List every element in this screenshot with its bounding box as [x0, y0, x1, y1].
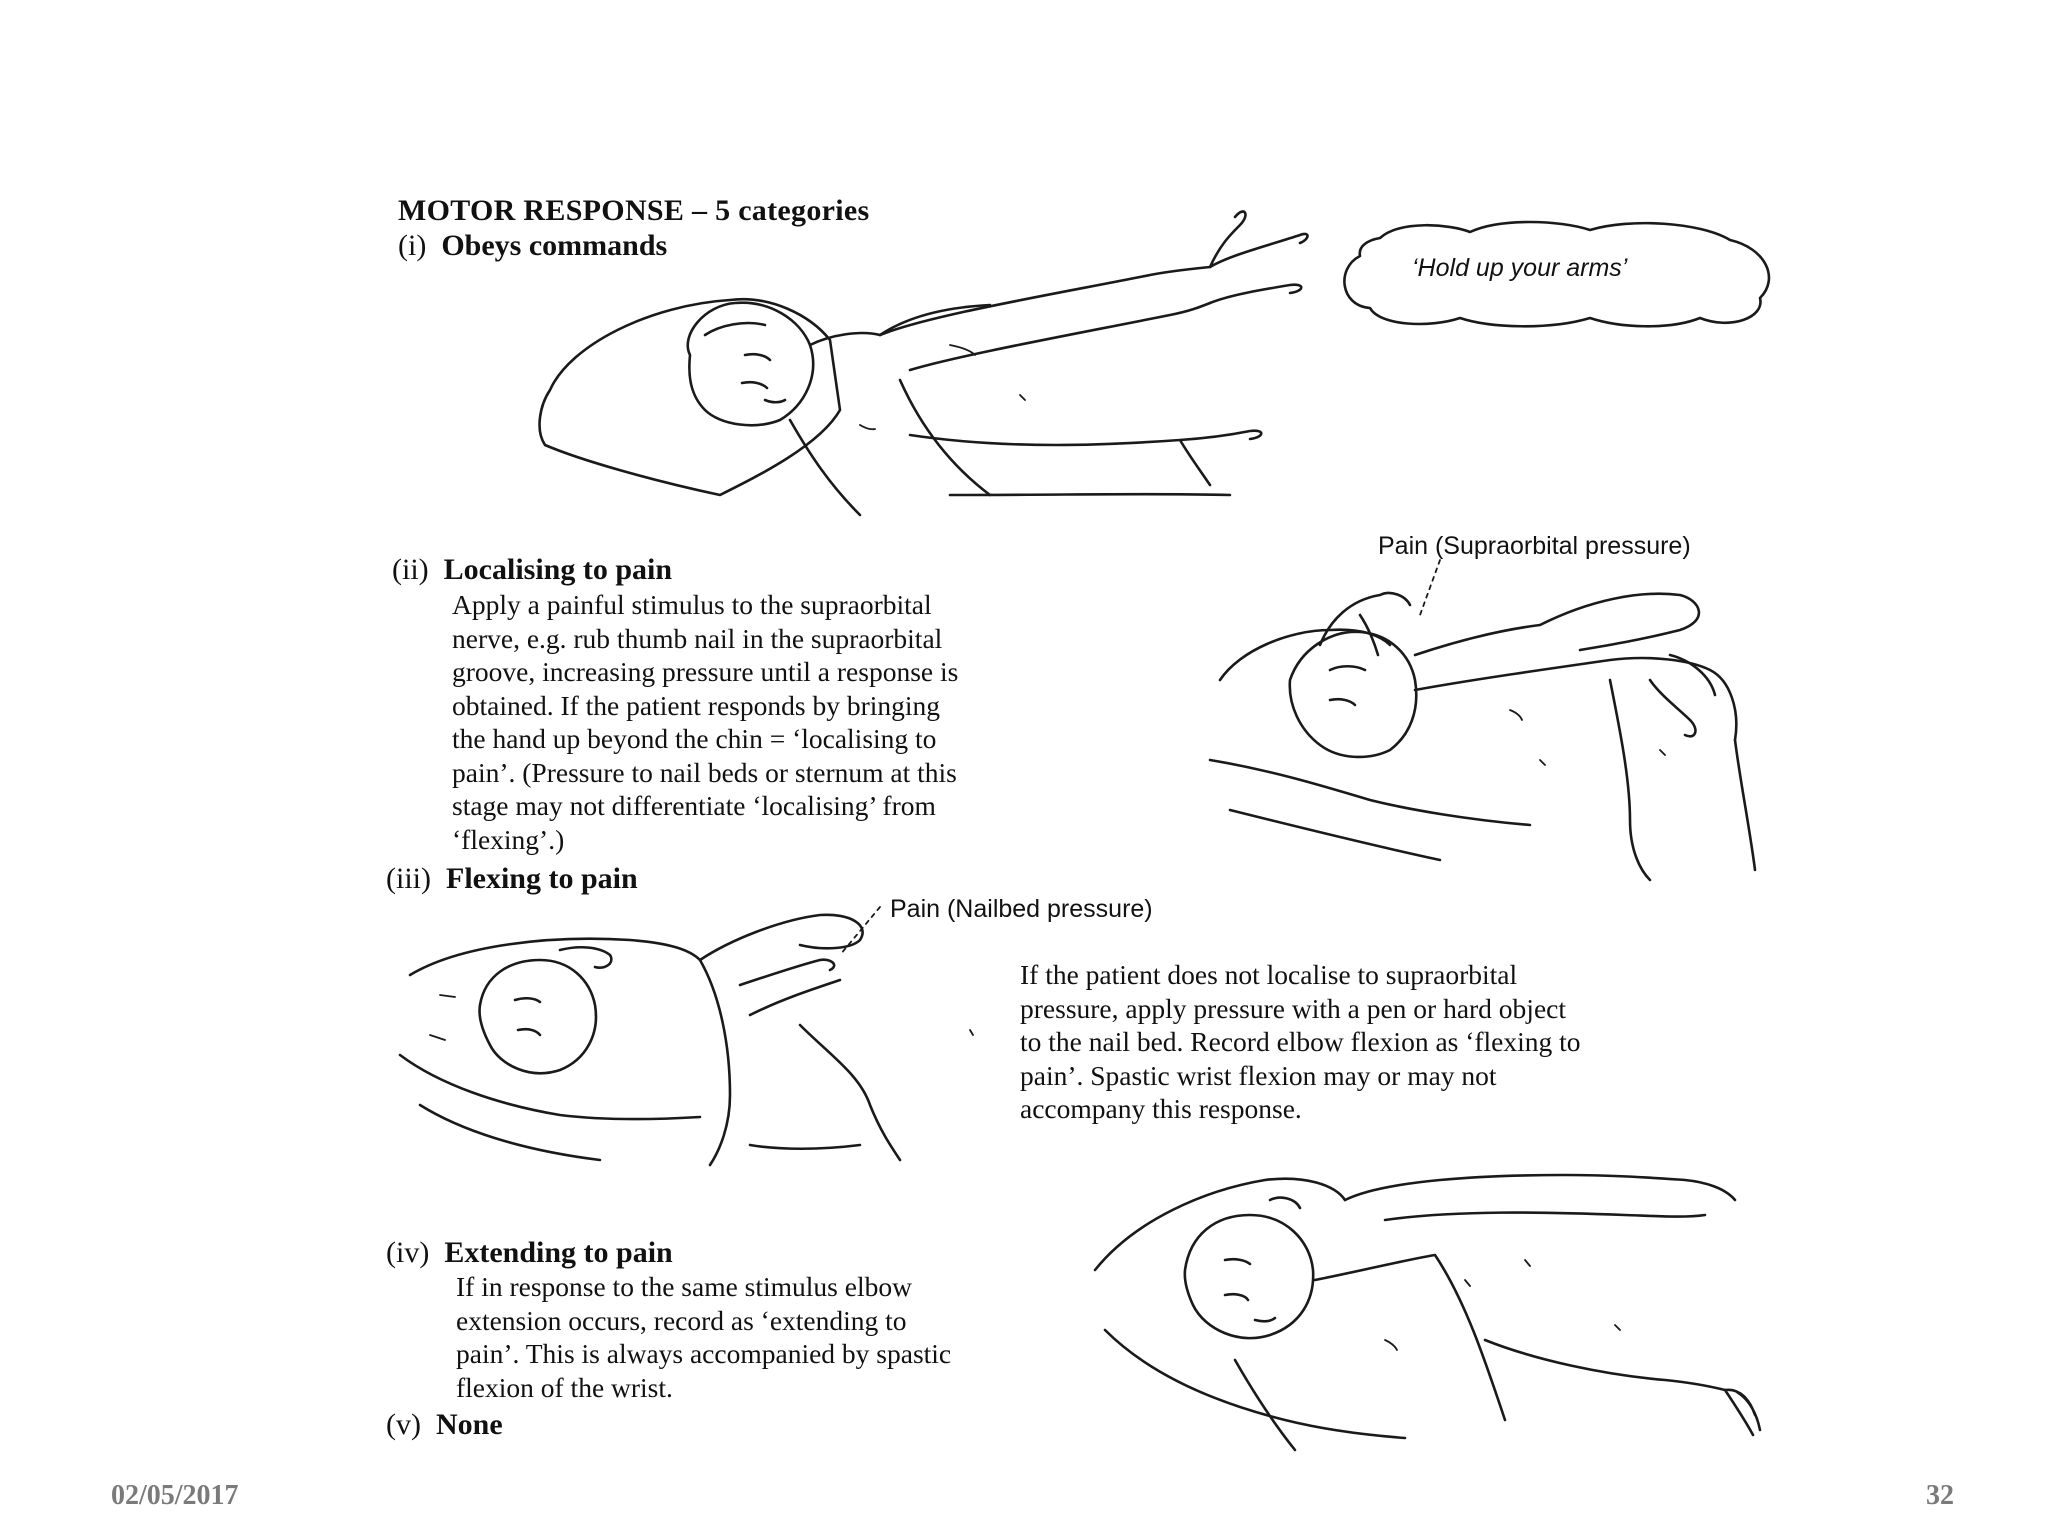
text-line: nerve, e.g. rub thumb nail in the supraorbital	[452, 622, 943, 654]
supraorbital-callout: Pain (Supraorbital pressure)	[1378, 532, 1691, 560]
localising-description	[452, 588, 1172, 856]
text-line: pain’. (Pressure to nail beds or sternum at this	[452, 756, 957, 788]
text-line: flexion of the wrist.	[456, 1371, 673, 1403]
text-line: obtained. If the patient responds by bringing	[452, 689, 941, 721]
text-line: extension occurs, record as ‘extending to	[456, 1304, 907, 1336]
text-line: to the nail bed. Record elbow flexion as ‘flexing to	[1020, 1026, 1581, 1057]
item-label: Extending to pain	[444, 1236, 673, 1269]
slide-heading: MOTOR RESPONSE – 5 categories	[398, 194, 870, 227]
flexing-description	[1020, 958, 1800, 1126]
item-flexing	[386, 862, 638, 896]
extending-description	[456, 1270, 1176, 1404]
text-line: If in response to the same stimulus elbow	[456, 1271, 912, 1302]
item-number: (iii)	[386, 862, 431, 895]
item-number: (i)	[398, 229, 427, 262]
item-label: Flexing to pain	[446, 862, 638, 895]
text-line: groove, increasing pressure until a response is	[452, 656, 959, 687]
item-label: None	[435, 1408, 503, 1441]
text-line: pain’. Spastic wrist flexion may or may not	[1020, 1059, 1497, 1091]
patient-obeys-illustration	[530, 195, 1330, 535]
text-line: If the patient does not localise to supraorbital	[1020, 959, 1518, 990]
patient-localising-illustration	[1210, 560, 1770, 890]
text-line: pressure, apply pressure with a pen or hard object	[1020, 992, 1566, 1024]
patient-extending-illustration	[1085, 1160, 1805, 1465]
text-line: ‘flexing’.)	[452, 823, 565, 855]
page-number: 32	[1926, 1480, 1954, 1511]
text-line: the hand up beyond the chin = ‘localising to	[452, 723, 937, 754]
text-line: pain’. This is always accompanied by spastic	[456, 1338, 952, 1369]
text-line: Apply a painful stimulus to the supraorbital	[452, 589, 932, 620]
footer-date: 02/05/2017	[111, 1480, 239, 1511]
item-none	[386, 1408, 503, 1442]
item-localising	[392, 553, 672, 587]
text-line: accompany this response.	[1020, 1093, 1302, 1124]
item-label: Obeys commands	[441, 229, 668, 262]
text-line: stage may not differentiate ‘localising’ from	[452, 790, 936, 821]
speech-callout: ‘Hold up your arms’	[1412, 254, 1628, 282]
item-number: (iv)	[386, 1236, 430, 1269]
item-number: (ii)	[392, 553, 429, 586]
item-number: (v)	[386, 1408, 421, 1441]
nailbed-callout: Pain (Nailbed pressure)	[890, 895, 1153, 923]
item-extending	[386, 1236, 673, 1270]
patient-flexing-illustration	[400, 905, 980, 1175]
item-label: Localising to pain	[443, 553, 673, 586]
